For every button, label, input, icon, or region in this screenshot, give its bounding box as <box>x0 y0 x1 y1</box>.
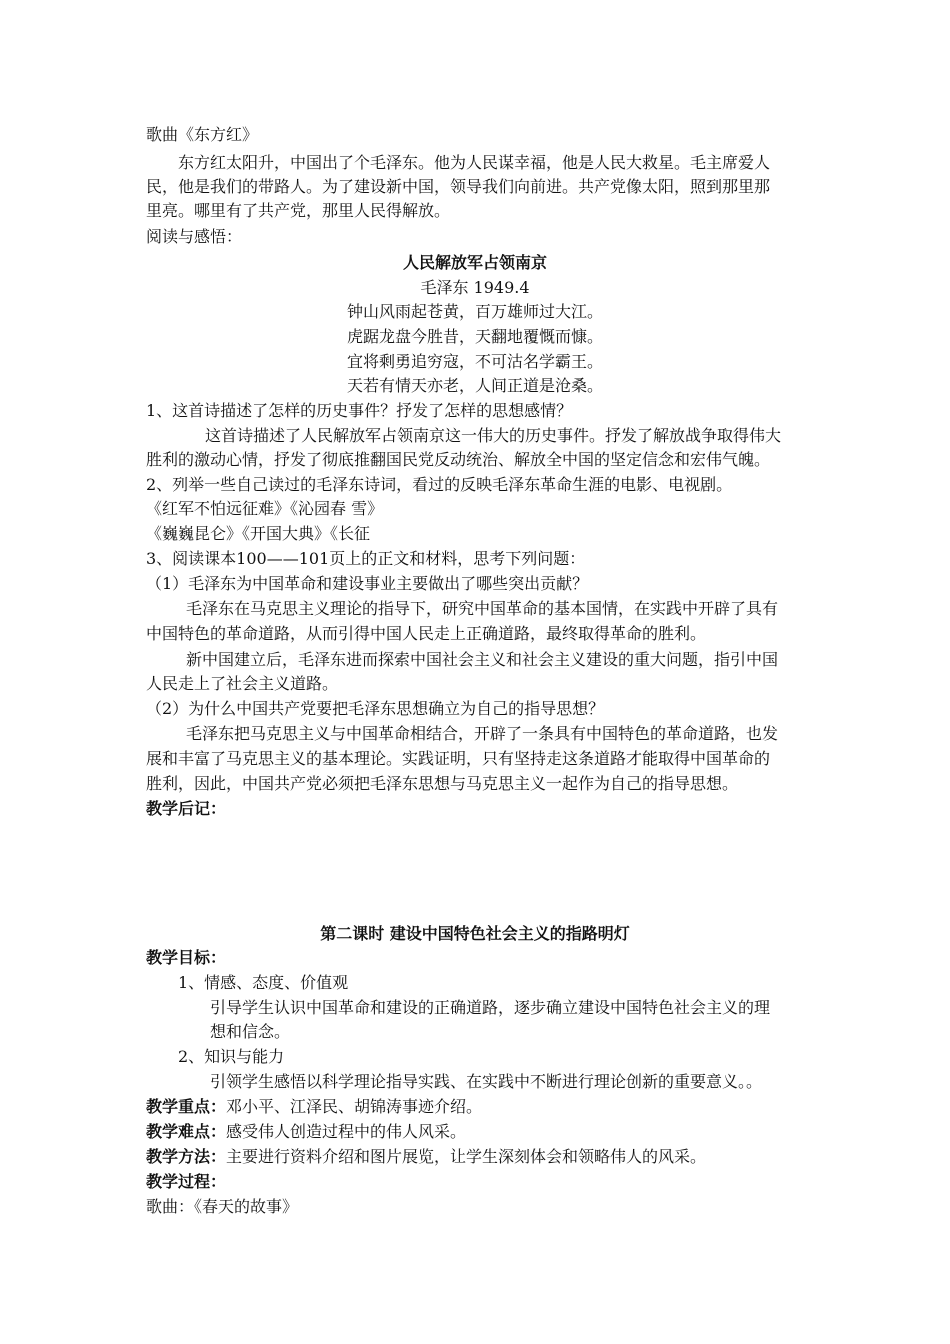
lyrics-line: 里亮。哪里有了共产党，那里人民得解放。 <box>146 201 451 220</box>
lyrics-line: 民，他是我们的带路人。为了建设新中国，领导我们向前进。共产党像太阳，照到那里那 <box>146 177 771 196</box>
key-points-text: 邓小平、江泽民、胡锦涛事迹介绍。 <box>226 1097 483 1116</box>
song-title: 歌曲《东方红》 <box>146 125 259 144</box>
poem-line: 天若有情天亦老，人间正道是沧桑。 <box>346 376 603 395</box>
poem-line: 钟山风雨起苍黄，百万雄师过大江。 <box>346 302 603 321</box>
answer-2-line: 《红军不怕远征难》《沁园春 雪》 <box>146 499 384 518</box>
answer-3-2-line: 展和丰富了马克思主义的基本理论。实践证明，只有坚持走这条道路才能取得中国革命的 <box>146 749 771 768</box>
answer-3-1-line: 毛泽东在马克思主义理论的指导下，研究中国革命的基本国情，在实践中开辟了具有 <box>186 599 779 618</box>
method-label: 教学方法： <box>146 1147 227 1166</box>
difficulty-text: 感受伟人创造过程中的伟人风采。 <box>226 1122 467 1141</box>
answer-3-2-line: 毛泽东把马克思主义与中国革命相结合，开辟了一条具有中国特色的革命道路，也发 <box>186 724 779 743</box>
question-2: 2、列举一些自己读过的毛泽东诗词，看过的反映毛泽东革命生涯的电影、电视剧。 <box>146 475 733 494</box>
poem-line: 虎踞龙盘今胜昔，天翻地覆慨而慷。 <box>346 327 603 346</box>
objective-1-line: 想和信念。 <box>210 1022 291 1041</box>
method-text: 主要进行资料介绍和图片展览，让学生深刻体会和领略伟人的风采。 <box>226 1147 707 1166</box>
poem-title: 人民解放军占领南京 <box>402 253 547 272</box>
poem-author-date: 毛泽东 1949.4 <box>420 278 530 297</box>
answer-3-1-line: 中国特色的革命道路，从而引得中国人民走上正确道路，最终取得革命的胜利。 <box>146 624 707 643</box>
objective-2-line: 引领学生感悟以科学理论指导实践、在实践中不断进行理论创新的重要意义。。 <box>210 1072 763 1091</box>
answer-1-line: 胜利的激动心情，抒发了彻底推翻国民党反动统治、解放全中国的坚定信念和宏伟气魄。 <box>146 450 771 469</box>
question-3-1: （1）毛泽东为中国革命和建设事业主要做出了哪些突出贡献？ <box>146 574 589 593</box>
teaching-notes-label: 教学后记： <box>146 799 227 818</box>
answer-3-1-line: 人民走上了社会主义道路。 <box>146 674 339 693</box>
question-3: 3、阅读课本100——101页上的正文和材料，思考下列问题： <box>146 549 586 568</box>
difficulty-label: 教学难点： <box>146 1122 227 1141</box>
question-1: 1、这首诗描述了怎样的历史事件？抒发了怎样的思想感情？ <box>146 401 573 420</box>
answer-3-1-line: 新中国建立后，毛泽东进而探索中国社会主义和社会主义建设的重大问题，指引中国 <box>186 650 779 669</box>
question-3-2: （2）为什么中国共产党要把毛泽东思想确立为自己的指导思想？ <box>146 699 605 718</box>
objective-2-heading: 2、知识与能力 <box>178 1047 285 1066</box>
lyrics-line: 东方红太阳升，中国出了个毛泽东。他为人民谋幸福，他是人民大救星。毛主席爱人 <box>178 153 771 172</box>
reading-label: 阅读与感悟： <box>146 227 243 246</box>
difficulty-row <box>146 1120 466 1144</box>
objectives-label: 教学目标： <box>146 948 227 967</box>
method-row <box>146 1145 706 1169</box>
answer-2-line: 《巍巍昆仑》《开国大典》《长征 <box>146 524 371 543</box>
lesson-title: 第二课时 建设中国特色社会主义的指路明灯 <box>320 924 630 943</box>
process-label: 教学过程： <box>146 1172 227 1191</box>
poem-line: 宜将剩勇追穷寇，不可沽名学霸王。 <box>346 352 603 371</box>
answer-3-2-line: 胜利，因此，中国共产党必须把毛泽东思想与马克思主义一起作为自己的指导思想。 <box>146 774 739 793</box>
song-line: 歌曲：《春天的故事》 <box>146 1197 299 1216</box>
objective-1-heading: 1、情感、态度、价值观 <box>178 973 349 992</box>
objective-1-line: 引导学生认识中国革命和建设的正确道路，逐步确立建设中国特色社会主义的理 <box>210 998 771 1017</box>
answer-1-line: 这首诗描述了人民解放军占领南京这一伟大的历史事件。抒发了解放战争取得伟大 <box>205 426 782 445</box>
key-points-row <box>146 1095 482 1119</box>
key-points-label: 教学重点： <box>146 1097 227 1116</box>
